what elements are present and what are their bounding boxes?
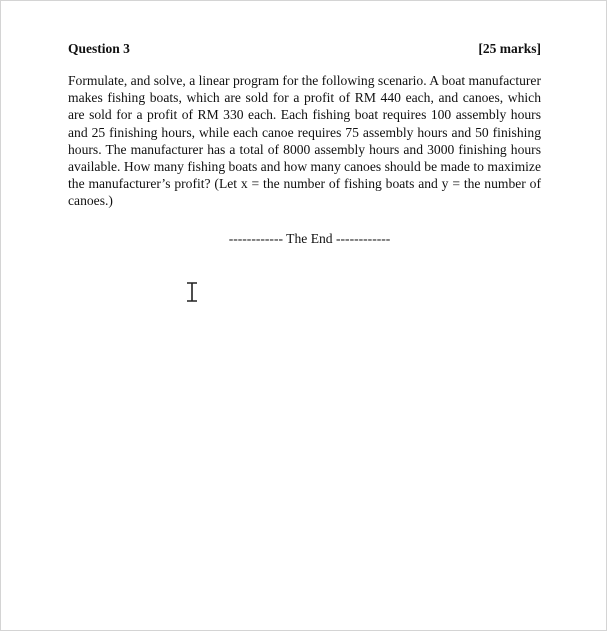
question-header bbox=[68, 40, 541, 58]
question-title: Question 3 bbox=[68, 41, 130, 56]
question-text: Formulate, and solve, a linear program for the following scenario. A boat manufacturer makes fishing boats, which are sold for a profit of RM 440 each, and canoes, which are sold for a profit of RM 330 each. Each fishing boat requires 100 assembly hours and 25 finishing hours, while each canoe requires 75 assembly hours and 50 finishing hours. The manufacturer has a total of 8000 assembly hours and 3000 finishing hours available. How many fishing boats and how many canoes should be made to maximize the manufacturer’s profit? (Let x = the number of fishing boats and y = the number of canoes.) bbox=[68, 73, 541, 209]
end-of-paper-marker: ------------ The End ------------ bbox=[228, 230, 391, 246]
i-beam-text-cursor-icon bbox=[186, 282, 198, 302]
document-page bbox=[68, 40, 541, 247]
question-marks: [25 marks] bbox=[478, 41, 541, 56]
